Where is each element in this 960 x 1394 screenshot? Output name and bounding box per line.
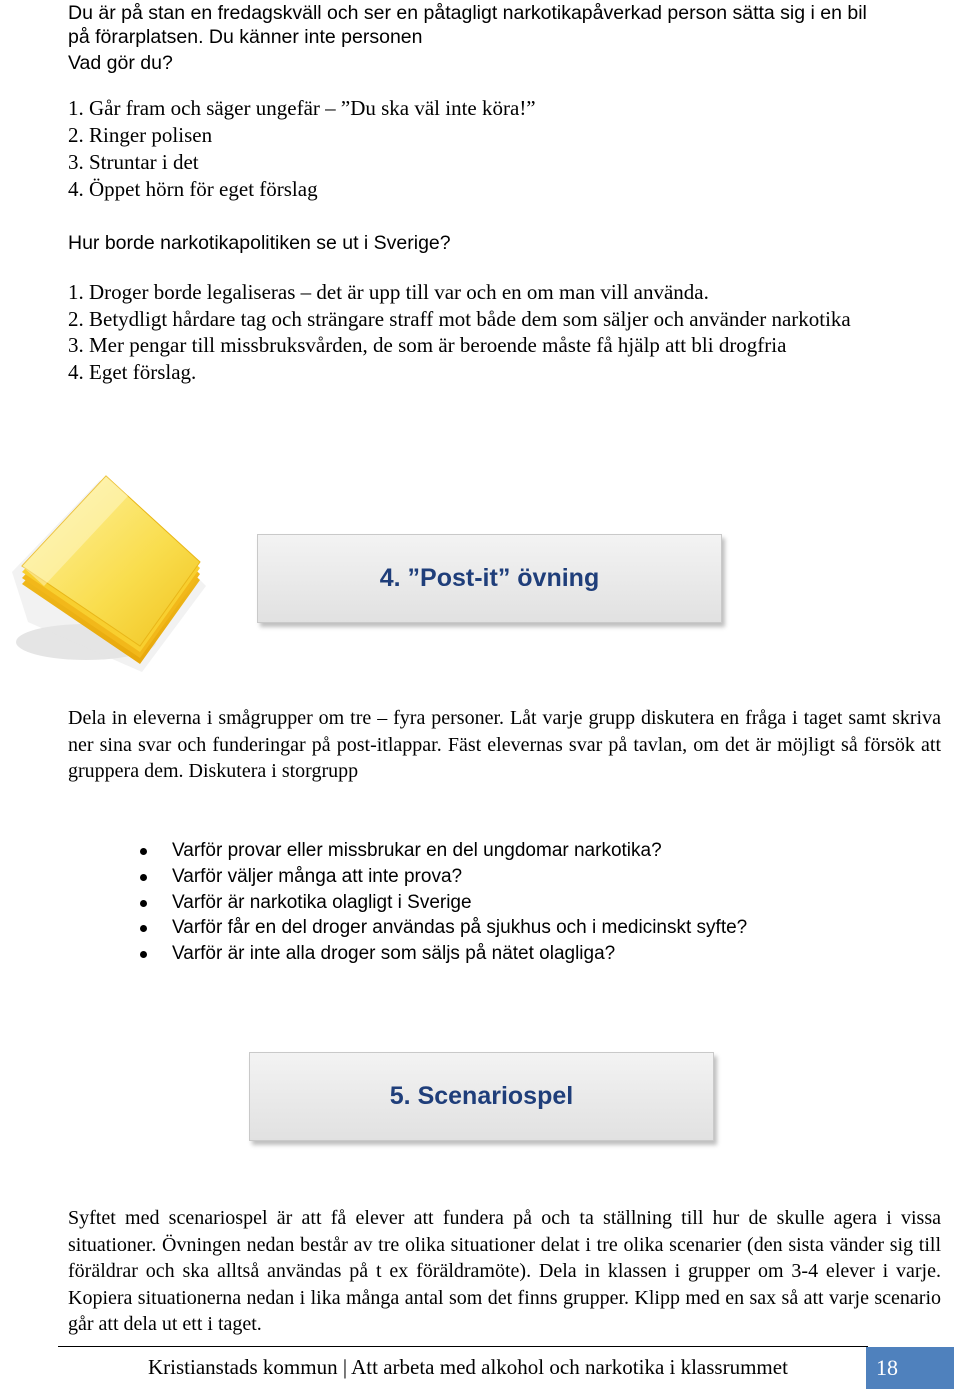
- option-2-4: 4. Eget förslag.: [68, 360, 197, 384]
- option-2-1: 1. Droger borde legaliseras – det är upp till var och en om man vill använda.: [68, 280, 709, 304]
- list-item: Varför är narkotika olagligt i Sverige: [140, 890, 747, 916]
- footer-divider: [58, 1346, 868, 1347]
- section-5-paragraph: Syftet med scenariospel är att få elever att fundera på och ta ställning till hur de skulle agera i vissa situationer. Övningen nedan består av tre olika situationer delat i tre olika scenarier (den sista vänder sig till föräldrar och ska alltså användas på t ex föräldramöte). Dela in klassen i grupper om 3-4 elever i varje. Kopiera situationerna nedan i lika många antal som det finns grupper. Klipp med en sax så att varje scenario går att dela ut ett i taget.: [68, 1207, 941, 1336]
- option-1-2: 2. Ringer polisen: [68, 123, 213, 147]
- list-item: Varför provar eller missbrukar en del ungdomar narkotika?: [140, 838, 747, 864]
- intro-line-1: Du är på stan en fredagskväll och ser en påtagligt narkotikapåverkad person sätta sig i en bil: [68, 2, 867, 24]
- section-5-heading: [249, 1052, 714, 1141]
- list-item: Varför väljer många att inte prova?: [140, 864, 747, 890]
- option-2-3: 3. Mer pengar till missbruksvården, de som är beroende måste få hjälp att bli drogfria: [68, 333, 787, 357]
- bullet-icon: [140, 900, 147, 907]
- intro-line-2: på förarplatsen. Du känner inte personen: [68, 26, 423, 48]
- section-4-heading: [257, 534, 722, 623]
- section-4-title: 4. ”Post-it” övning: [379, 564, 600, 592]
- page-number-badge: [866, 1347, 954, 1389]
- footer-text: Kristianstads kommun | Att arbeta med alkohol och narkotika i klassrummet: [148, 1355, 788, 1379]
- discussion-question-list: [140, 838, 747, 967]
- bullet-icon: [140, 848, 147, 855]
- postit-notes-icon: [8, 472, 208, 677]
- bullet-icon: [140, 951, 147, 958]
- question-2: Hur borde narkotikapolitiken se ut i Sverige?: [68, 232, 451, 254]
- option-1-4: 4. Öppet hörn för eget förslag: [68, 177, 318, 201]
- section-5-title: 5. Scenariospel: [389, 1082, 574, 1110]
- option-2-2: 2. Betydligt hårdare tag och strängare straff mot både dem som säljer och använder narkotika: [68, 307, 851, 331]
- list-item: Varför är inte alla droger som säljs på nätet olagliga?: [140, 941, 747, 967]
- bullet-icon: [140, 874, 147, 881]
- page-number: 18: [876, 1355, 898, 1380]
- option-1-3: 3. Struntar i det: [68, 150, 199, 174]
- bullet-icon: [140, 925, 147, 932]
- list-item: Varför får en del droger användas på sjukhus och i medicinskt syfte?: [140, 915, 747, 941]
- option-1-1: 1. Går fram och säger ungefär – ”Du ska väl inte köra!”: [68, 96, 536, 120]
- intro-question: Vad gör du?: [68, 52, 173, 74]
- section-4-paragraph: Dela in eleverna i smågrupper om tre – fyra personer. Låt varje grupp diskutera en fråga i taget samt skriva ner sina svar och funderingar på post-itlappar. Fäst elevernas svar på tavlan, om det är möjligt så försök att gruppera dem. Diskutera i storgrupp: [68, 707, 941, 783]
